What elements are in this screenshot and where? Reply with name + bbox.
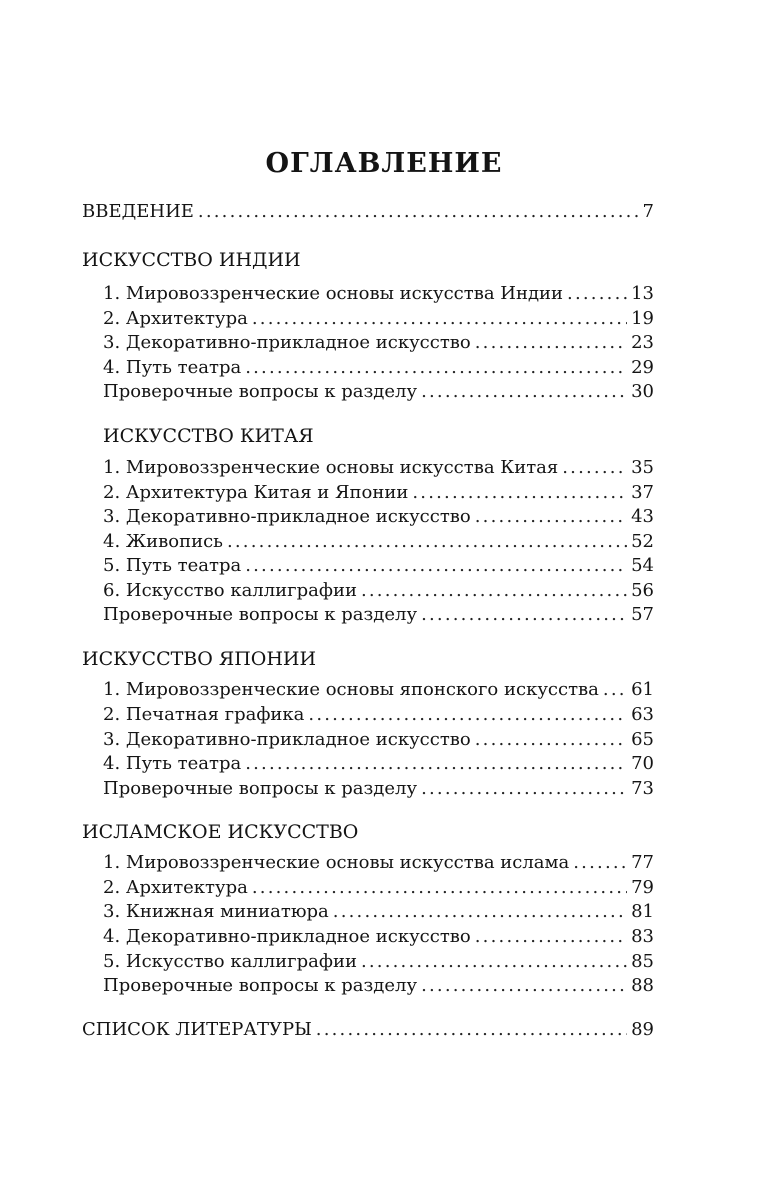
toc-entry[interactable] (103, 306, 654, 331)
section-heading-islam: ИСЛАМСКОЕ ИСКУССТВО (82, 821, 359, 843)
toc-page-number: 35 (631, 457, 654, 478)
toc-entry[interactable] (103, 504, 654, 529)
toc-page-number: 89 (631, 1019, 654, 1040)
toc-page-number: 19 (631, 308, 654, 329)
toc-entry-label: Проверочные вопросы к разделу (103, 381, 418, 402)
dot-leader (421, 973, 627, 998)
dot-leader (475, 727, 627, 752)
toc-entry[interactable] (103, 850, 654, 875)
toc-page-number: 52 (631, 531, 654, 552)
toc-entry[interactable] (103, 875, 654, 900)
toc-entry-intro[interactable] (82, 199, 654, 224)
dot-leader (227, 529, 627, 554)
toc-entry[interactable] (103, 578, 654, 603)
toc-entry[interactable] (103, 480, 654, 505)
toc-page-number: 54 (631, 555, 654, 576)
toc-entry[interactable] (103, 281, 654, 306)
dot-leader (573, 850, 627, 875)
toc-page-number: 23 (631, 332, 654, 353)
toc-page-number: 88 (631, 975, 654, 996)
dot-leader (412, 480, 627, 505)
dot-leader (198, 199, 639, 224)
toc-page-number: 77 (631, 852, 654, 873)
toc-entry-label: 4. Живопись (103, 531, 223, 552)
toc-entry-label: 3. Декоративно-прикладное искусство (103, 729, 471, 750)
toc-entry-label: Проверочные вопросы к разделу (103, 604, 418, 625)
toc-entry-label: 4. Путь театра (103, 753, 242, 774)
toc-entry-label: 6. Искусство каллиграфии (103, 580, 357, 601)
toc-entry-label: 3. Декоративно-прикладное искусство (103, 332, 471, 353)
toc-page-number: 85 (631, 951, 654, 972)
dot-leader (421, 602, 627, 627)
toc-page-number: 61 (631, 679, 654, 700)
toc-entry-label: СПИСОК ЛИТЕРАТУРЫ (82, 1019, 312, 1040)
toc-entry-label: ВВЕДЕНИЕ (82, 201, 194, 222)
toc-entry[interactable] (103, 973, 654, 998)
dot-leader (421, 379, 627, 404)
dot-leader (475, 924, 627, 949)
toc-entry[interactable] (103, 949, 654, 974)
dot-leader (252, 306, 627, 331)
toc-entry[interactable] (103, 455, 654, 480)
toc-entry[interactable] (103, 602, 654, 627)
toc-page-number: 57 (631, 604, 654, 625)
toc-entry-label: 4. Путь театра (103, 357, 242, 378)
toc-entry[interactable] (103, 899, 654, 924)
dot-leader (567, 281, 627, 306)
toc-entry-label: 3. Книжная миниатюра (103, 901, 329, 922)
dot-leader (245, 355, 627, 380)
toc-entry-label: 2. Печатная графика (103, 704, 305, 725)
toc-entry-label: 1. Мировоззренческие основы искусства Китая (103, 457, 559, 478)
section-heading-china: ИСКУССТВО КИТАЯ (103, 425, 314, 447)
toc-entry[interactable] (103, 751, 654, 776)
toc-page-number: 70 (631, 753, 654, 774)
toc-page-number: 79 (631, 877, 654, 898)
toc-entry[interactable] (103, 330, 654, 355)
toc-page-number: 29 (631, 357, 654, 378)
toc-entry-label: 1. Мировоззренческие основы искусства Индии (103, 283, 564, 304)
dot-leader (245, 553, 627, 578)
dot-leader (603, 677, 627, 702)
toc-entry[interactable] (103, 529, 654, 554)
toc-entry[interactable] (103, 727, 654, 752)
toc-page-number: 81 (631, 901, 654, 922)
dot-leader (475, 504, 627, 529)
toc-entry-label: 1. Мировоззренческие основы японского искусства (103, 679, 599, 700)
toc-page-number: 83 (631, 926, 654, 947)
toc-entry-label: 2. Архитектура (103, 877, 248, 898)
toc-entry-label: Проверочные вопросы к разделу (103, 975, 418, 996)
toc-page-number: 30 (631, 381, 654, 402)
toc-entry-label: 2. Архитектура Китая и Японии (103, 482, 409, 503)
dot-leader (333, 899, 627, 924)
dot-leader (562, 455, 627, 480)
toc-entry[interactable] (103, 553, 654, 578)
toc-entry[interactable] (103, 776, 654, 801)
toc-entry-label: Проверочные вопросы к разделу (103, 778, 418, 799)
toc-entry-label: 5. Искусство каллиграфии (103, 951, 357, 972)
toc-entry[interactable] (103, 355, 654, 380)
toc-entry-label: 4. Декоративно-прикладное искусство (103, 926, 471, 947)
section-heading-japan: ИСКУССТВО ЯПОНИИ (82, 648, 317, 670)
dot-leader (316, 1017, 627, 1042)
toc-entry-bibliography[interactable] (82, 1017, 654, 1042)
toc-entry[interactable] (103, 924, 654, 949)
toc-entry-label: 2. Архитектура (103, 308, 248, 329)
dot-leader (421, 776, 627, 801)
section-heading-india: ИСКУССТВО ИНДИИ (82, 249, 301, 271)
toc-page-number: 7 (642, 201, 654, 222)
toc-entry[interactable] (103, 702, 654, 727)
dot-leader (361, 578, 627, 603)
page-title: ОГЛАВЛЕНИЕ (265, 148, 503, 179)
toc-entry-label: 1. Мировоззренческие основы искусства ислама (103, 852, 570, 873)
toc-page-number: 56 (631, 580, 654, 601)
toc-page-number: 65 (631, 729, 654, 750)
toc-page-number: 37 (631, 482, 654, 503)
toc-page-number: 63 (631, 704, 654, 725)
dot-leader (308, 702, 627, 727)
dot-leader (361, 949, 627, 974)
dot-leader (475, 330, 627, 355)
toc-entry-label: 5. Путь театра (103, 555, 242, 576)
dot-leader (245, 751, 627, 776)
toc-entry[interactable] (103, 379, 654, 404)
toc-page-number: 13 (631, 283, 654, 304)
toc-page-number: 43 (631, 506, 654, 527)
toc-entry[interactable] (103, 677, 654, 702)
toc-page-number: 73 (631, 778, 654, 799)
toc-entry-label: 3. Декоративно-прикладное искусство (103, 506, 471, 527)
dot-leader (252, 875, 627, 900)
